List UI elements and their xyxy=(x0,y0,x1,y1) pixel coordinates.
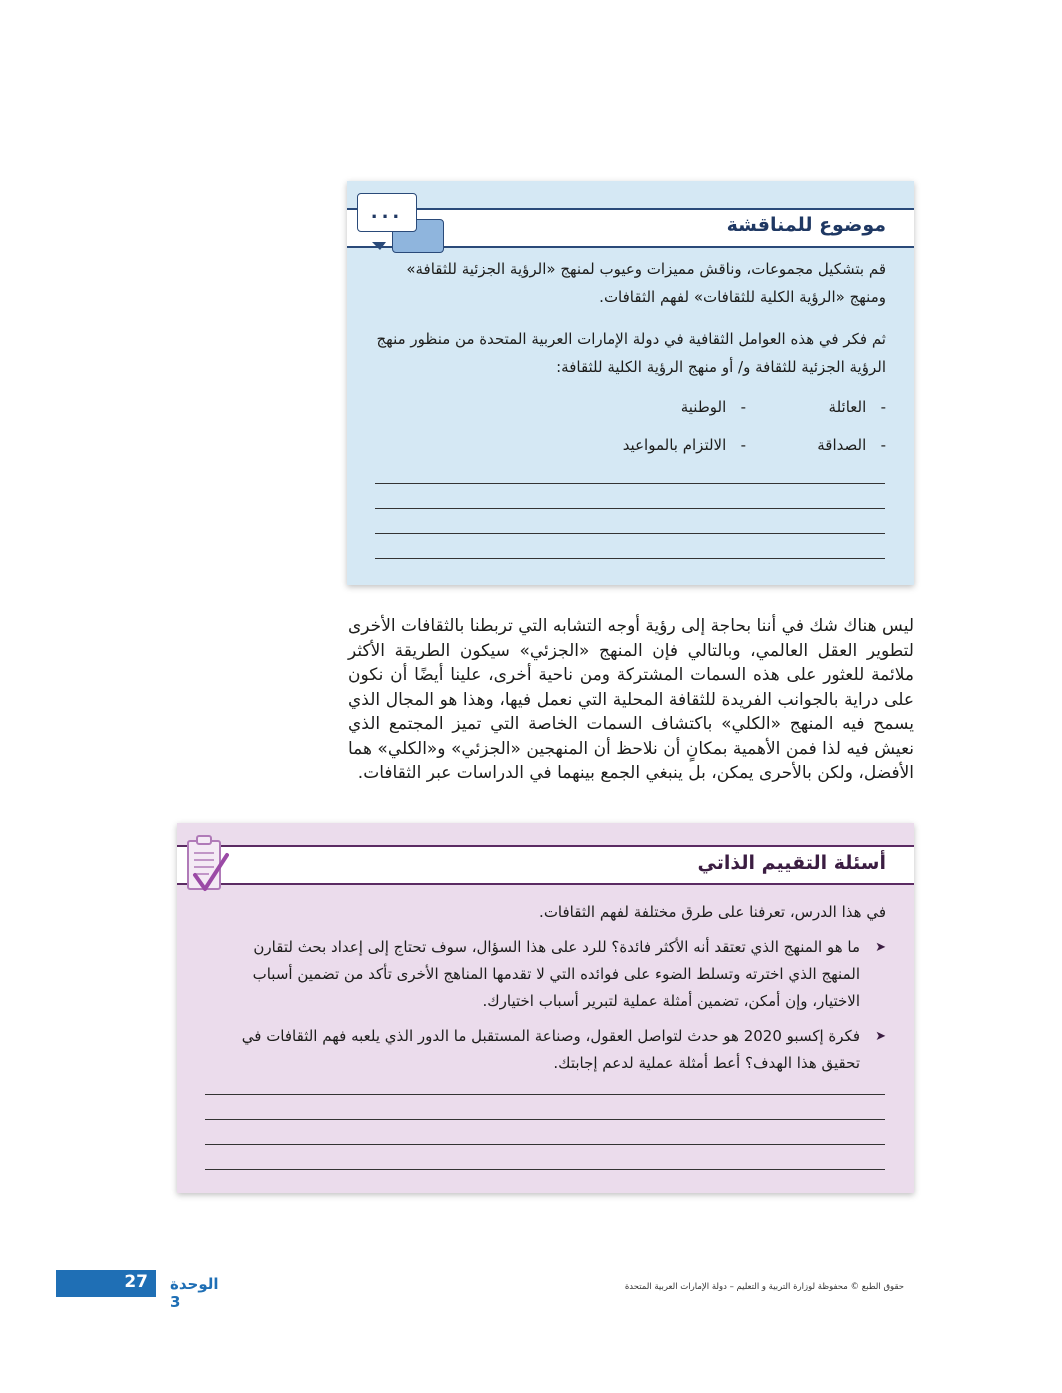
clipboard-check-icon xyxy=(185,835,229,895)
question-text: فكرة إكسبو 2020 هو حدث لتواصل العقول، وصناعة المستقبل ما الدور الذي يلعبه فهم الثقافات في تحقيق هذا الهدف؟ أعط أمثلة عملية لدعم إجابتك. xyxy=(241,1027,860,1072)
bullet: - xyxy=(740,398,746,416)
assessment-header xyxy=(177,845,914,885)
discussion-paragraph-1: قم بتشكيل مجموعات، وناقش مميزات وعيوب لمنهج «الرؤية الجزئية للثقافة» ومنهج «الرؤية الكلية للثقافات» لفهم الثقافات. xyxy=(406,260,886,306)
assessment-body xyxy=(233,899,886,1085)
chat-bubble-icon xyxy=(357,193,417,232)
chat-bubble-tail xyxy=(372,242,386,250)
question-text: ما هو المنهج الذي تعتقد أنه الأكثر فائدة؟ للرد على هذا السؤال، سوف تحتاج إلى إعداد بحث لتقارن المنهج الذي اخترته وتسلط الضوء على فوائده التي لا تقدمها المناهج الأخرى تأكد من تضمين أسباب الاختيار، وإن أمكن، تضمين أمثلة عملية لتبرير أسباب اختيارك. xyxy=(252,938,860,1010)
discussion-body xyxy=(373,255,886,483)
answer-line xyxy=(375,483,885,484)
list-item xyxy=(681,393,746,421)
bullet: - xyxy=(880,436,886,454)
list-item xyxy=(829,393,886,421)
assessment-intro: في هذا الدرس، تعرفنا على طرق مختلفة لفهم الثقافات. xyxy=(539,903,886,921)
self-assessment-box xyxy=(177,823,914,1193)
bullet: - xyxy=(740,436,746,454)
discussion-title: موضوع للمناقشة xyxy=(726,214,886,236)
bullet: - xyxy=(880,398,886,416)
item-label: الصداقة xyxy=(817,436,867,454)
item-label: الوطنية xyxy=(680,398,727,416)
answer-line xyxy=(205,1119,885,1120)
list-item xyxy=(623,431,746,459)
answer-line xyxy=(205,1144,885,1145)
list-item xyxy=(233,934,886,1015)
discussion-box xyxy=(347,181,914,585)
answer-line xyxy=(375,533,885,534)
unit-label: الوحدة 3 xyxy=(170,1275,219,1311)
main-paragraph: ليس هناك شك في أننا بحاجة إلى رؤية أوجه التشابه التي تربطنا بالثقافات الأخرى لتطوير العقل العالمي، وبالتالي فإن المنهج «الجزئي» سيكون الطريقة الأكثر ملائمة للعثور على هذه السمات المشتركة ومن ناحية أخرى، علينا أيضًا أن نكون على دراية بالجوانب الفريدة للثقافة المحلية التي نعمل فيها، وهذا هو المجال الذي يسمح فيه المنهج «الكلي» باكتشاف السمات الخاصة التي تميز المجتمع الذي نعيش فيه لذا فمن الأهمية بمكانٍ أن نلاحظ أن المنهجين «الجزئي» و«الكلي» هما الأفضل، ولكن بالأحرى يمكن، بل ينبغي الجمع بينهما في الدراسات عبر الثقافات. xyxy=(348,616,914,783)
assessment-title: أسئلة التقييم الذاتي xyxy=(697,852,886,874)
discussion-items xyxy=(373,393,886,483)
list-item xyxy=(817,431,886,459)
answer-line xyxy=(375,558,885,559)
item-label: الالتزام بالمواعيد xyxy=(622,436,727,454)
answer-line xyxy=(205,1169,885,1170)
list-item xyxy=(233,1023,886,1077)
item-label: العائلة xyxy=(828,398,867,416)
answer-line xyxy=(205,1094,885,1095)
discussion-paragraph-2: ثم فكر في هذه العوامل الثقافية في دولة الإمارات العربية المتحدة من منظور منهج الرؤية الجزئية للثقافة و/ أو منهج الرؤية الكلية للثقافة: xyxy=(376,330,886,376)
answer-line xyxy=(375,508,885,509)
chat-bubble-dots: ... xyxy=(370,202,404,223)
arrow-bullet-icon: ➤ xyxy=(875,1029,886,1044)
copyright-notice: حقوق الطبع © محفوظة لوزارة التربية و التعليم – دولة الإمارات العربية المتحدة xyxy=(624,1282,904,1292)
page-number: 27 xyxy=(124,1272,148,1292)
arrow-bullet-icon: ➤ xyxy=(875,940,886,955)
